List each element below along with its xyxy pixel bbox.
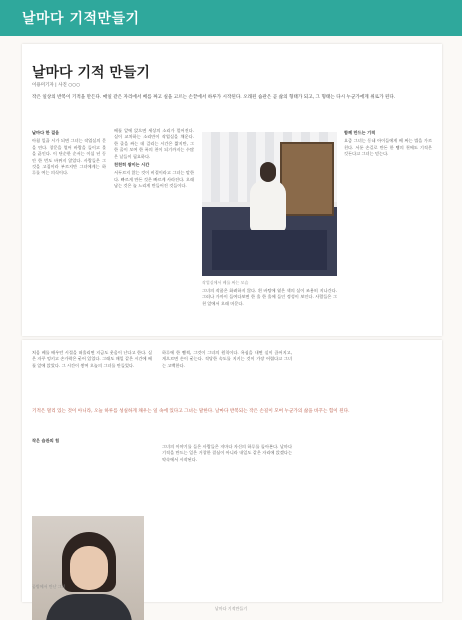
column-subheading: 함께 만드는 기적 [344, 130, 376, 135]
p2-column-1 [32, 350, 152, 369]
column-subheading: 작은 습관의 힘 [32, 438, 60, 443]
text-column-4 [344, 128, 432, 158]
portrait-photo [32, 516, 144, 620]
byline: 이용미기자 | 사진 ○○○ [32, 83, 81, 88]
page-footer: 날마다 기적만들기 [214, 606, 248, 611]
column-text: 베틀 앞에 앉으면 세상의 소리가 멀어진다. 실이 교차하는 소리만이 작업실을 채운다. 한 줄을 짜는 데 걸리는 시간은 짧지만, 그 한 줄이 모여 한 폭의 천이 되기까지는 수많은 날들이 필요하다. [114, 128, 194, 159]
pull-quote: 기적은 멀리 있는 것이 아니라, 오늘 하루를 성실하게 채우는 일 속에 있다고 그녀는 말한다. 날마다 반복되는 작은 손길이 모여 누군가의 삶을 바꾸는 힘이 된다. [32, 409, 350, 414]
banner-title: 날마다 기적만들기 [22, 11, 140, 27]
column-text: 그녀의 이야기를 들은 사람들은 저마다 자신의 하루를 돌아본다. 날마다 기적을 만드는 일은 거창한 결심이 아니라 내일도 같은 자리에 앉겠다는 약속에서 시작된다. [162, 444, 292, 462]
p2-column-3 [162, 444, 292, 463]
text-column-2 [114, 128, 194, 190]
text-column-1 [32, 128, 106, 177]
portrait-caption: 공방에서 만난 그녀 [32, 584, 66, 589]
column-text: 그녀의 작품은 화려하지 않다. 흰 바탕에 옅은 색의 실이 조용히 지나간다. 그러나 가까이 들여다보면 한 올 한 올에 들인 정성이 보인다. 사람들은 그 천 앞에서 오래 머문다. [202, 288, 337, 306]
article-page-2 [22, 340, 442, 602]
weaving-photo [202, 132, 337, 276]
column-text: 하루에 한 뼘씩, 그것이 그녀의 원칙이다. 욕심을 내면 실이 끊어지고, 게으르면 손이 굳는다. 적당한 속도를 지키는 것이 가장 어렵다고 그녀는 고백한다. [162, 350, 292, 368]
text-column-3a [202, 288, 337, 307]
photo-caption: 작업실에서 베를 짜는 모습 [202, 280, 249, 285]
column-text: 서두르지 않는 것이 비결이라고 그녀는 말한다. 빠르게 만든 것은 빠르게 사라진다. 오래 남는 것은 늘 느리게 만들어진 것들이다. [114, 170, 194, 189]
lead-paragraph: 작은 일상의 반복이 기적을 만든다. 매일 같은 자리에서 베를 짜고 실을 고르는 손끝에서 하루가 시작된다. 오래된 습관은 곧 삶의 형태가 되고, 그 형태는 다시 누군가에게 위로가 된다. [32, 95, 396, 100]
column-subheading: 날마다 한 걸음 [32, 130, 60, 135]
loom-shape [280, 142, 334, 216]
column-subheading: 천천히 쌓이는 시간 [114, 162, 150, 168]
p2-column-2 [162, 350, 292, 369]
column-text: 요즘 그녀는 동네 아이들에게 베 짜는 법을 가르친다. 서툰 손길로 만든 한 뼘의 천에도 기적은 깃든다고 그녀는 믿는다. [344, 138, 432, 157]
column-text: 처음 베를 배우던 시절을 떠올리면 지금도 웃음이 난다고 한다. 실은 자꾸 엉키고 손가락은 굳어 있었다. 그래도 매일 같은 시간에 베틀 앞에 앉았다. 그 시간이 쌓여 오늘의 그녀를 만들었다. [32, 350, 152, 368]
p2-column-1b [32, 436, 152, 446]
header-banner [0, 0, 462, 36]
article-title: 날마다 기적 만들기 [32, 65, 150, 81]
column-text: 아침 일곱 시가 되면 그녀는 작업실의 문을 연다. 창문을 열어 바람을 들이고 물을 끓인다. 이 단순한 순서는 이십 년 동안 한 번도 바뀌지 않았다. 사람들은 그것을 고집이라 부르지만 그녀에게는 하루를 여는 의식이다. [32, 138, 106, 176]
article-page-1 [22, 44, 442, 336]
